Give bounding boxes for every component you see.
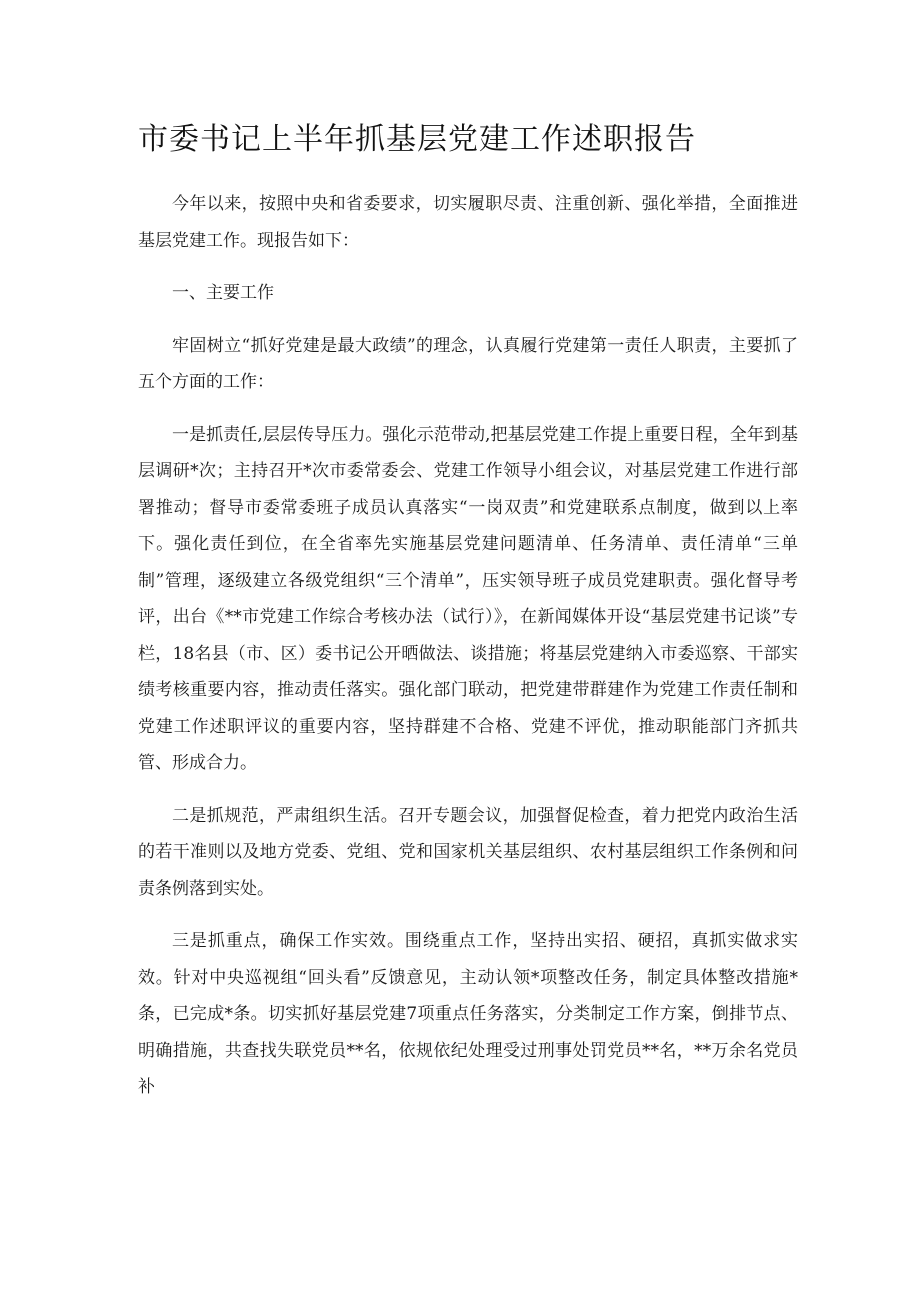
document-title: 市委书记上半年抓基层党建工作述职报告 bbox=[138, 122, 696, 157]
intro-paragraph: 今年以来，按照中央和省委要求，切实履职尽责、注重创新、强化举措，全面推进基层党建工作。现报告如下： bbox=[138, 194, 798, 251]
work-item-paragraph: 一是抓责任,层层传导压力。强化示范带动,把基层党建工作提上重要日程，全年到基层调研*次；主持召开*次市委常委会、党建工作领导小组会议，对基层党建工作进行部署推动；督导市委常委班子成员认真落实“一岗双责”和党建联系点制度，做到以上率下。强化责任到位，在全省率先实施基层党建问题清单、任务清单、责任清单“三单制”管理，逐级建立各级党组织“三个清单”，压实领导班子成员党建职责。强化督导考评，出台《**市党建工作综合考核办法（试行）》，在新闻媒体开设“基层党建书记谈”专栏，18名县（市、区）委书记公开晒做法、谈措施；将基层党建纳入市委巡察、干部实绩考核重要内容，推动责任落实。强化部门联动，把党建带群建作为党建工作责任制和党建工作述职评议的重要内容，坚持群建不合格、党建不评优，推动职能部门齐抓共管、形成合力。 bbox=[138, 424, 798, 773]
section-heading: 一、主要工作 bbox=[172, 283, 274, 303]
work-item-paragraph: 二是抓规范，严肃组织生活。召开专题会议，加强督促检查，着力把党内政治生活的若干准则以及地方党委、党组、党和国家机关基层组织、农村基层组织工作条例和问责条例落到实处。 bbox=[138, 805, 798, 899]
document-body bbox=[138, 186, 798, 1122]
overview-paragraph: 牢固树立“抓好党建是最大政绩”的理念，认真履行党建第一责任人职责，主要抓了五个方面的工作： bbox=[138, 335, 798, 392]
work-item-paragraph: 三是抓重点，确保工作实效。围绕重点工作，坚持出实招、硬招，真抓实做求实效。针对中央巡视组“回头看”反馈意见，主动认领*项整改任务，制定具体整改措施*条，已完成*条。切实抓好基层党建7项重点任务落实，分类制定工作方案，倒排节点、明确措施，共查找失联党员**名，依规依纪处理受过刑事处罚党员**名，**万余名党员补 bbox=[138, 931, 798, 1097]
